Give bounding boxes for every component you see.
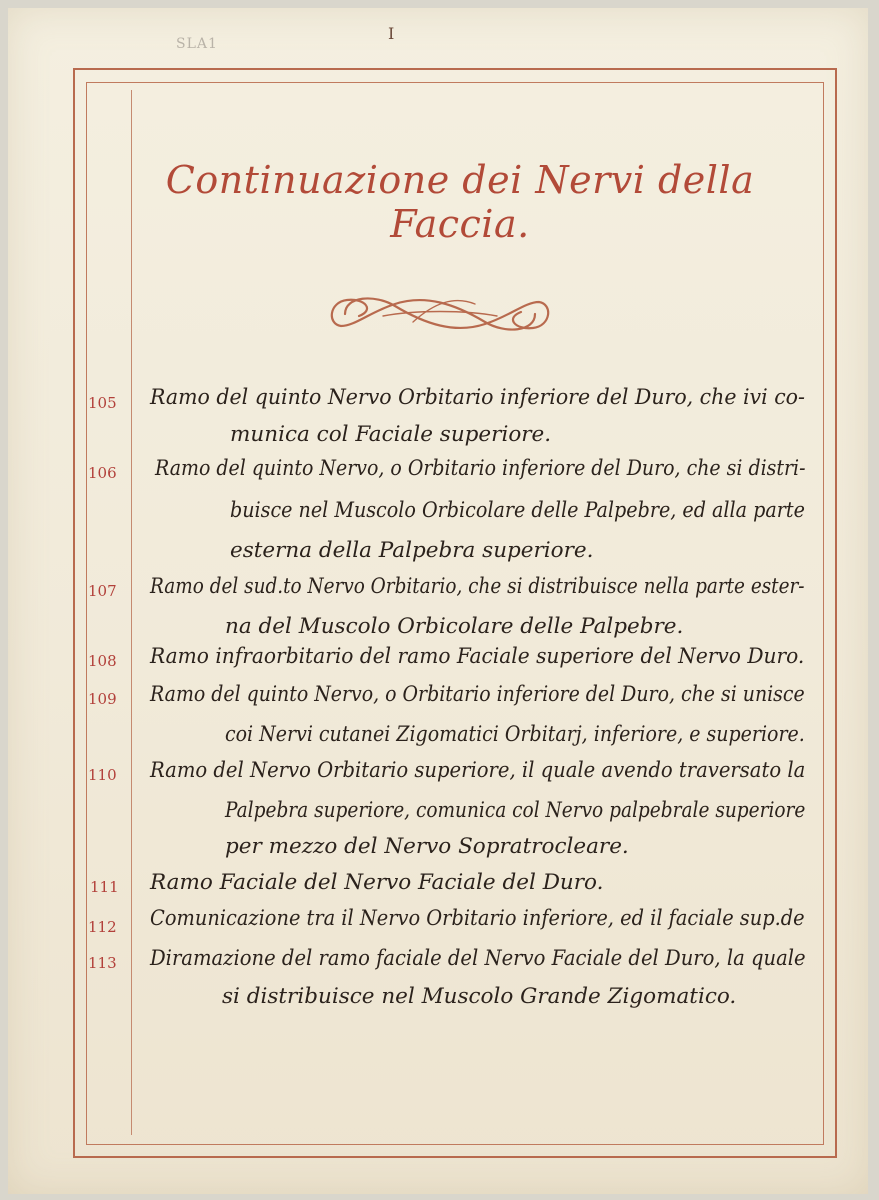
page-title: Continuazione dei Nervi della Faccia. — [165, 158, 755, 246]
entry-line: si distribuisce nel Muscolo Grande Zigomatico. — [222, 984, 737, 1009]
entry-number: 107 — [88, 582, 117, 600]
entry-line: munica col Faciale superiore. — [230, 422, 552, 447]
library-stamp: SLA1 — [176, 36, 218, 52]
entry-number: 110 — [88, 766, 117, 784]
margin-rule — [131, 90, 132, 1135]
entry-line: Comunicazione tra il Nervo Orbitario inferiore, ed il faciale sup.de — [150, 906, 805, 931]
entry-number: 113 — [88, 954, 117, 972]
entry-line: coi Nervi cutanei Zigomatici Orbitarj, inferiore, e superiore. — [225, 722, 805, 747]
flourish-icon — [325, 282, 555, 346]
entry-line: Ramo del sud.to Nervo Orbitario, che si distribuisce nella parte ester- — [150, 574, 805, 599]
entry-number: 105 — [88, 394, 117, 412]
entry-line: Palpebra superiore, comunica col Nervo palpebrale superiore — [225, 798, 806, 823]
entry-line: Ramo del quinto Nervo, o Orbitario inferiore del Duro, che si distri- — [155, 456, 806, 481]
entry-line: Ramo del quinto Nervo Orbitario inferiore del Duro, che ivi co- — [150, 385, 805, 410]
page-number: I — [388, 24, 395, 43]
entry-line: Diramazione del ramo faciale del Nervo Faciale del Duro, la quale — [150, 946, 806, 971]
entry-line: Ramo Faciale del Nervo Faciale del Duro. — [150, 870, 604, 895]
entry-line: buisce nel Muscolo Orbicolare delle Palpebre, ed alla parte — [230, 498, 805, 523]
entry-number: 109 — [88, 690, 117, 708]
entry-number: 108 — [88, 652, 117, 670]
entry-line: Ramo infraorbitario del ramo Faciale superiore del Nervo Duro. — [150, 644, 805, 669]
entry-line: Ramo del quinto Nervo, o Orbitario inferiore del Duro, che si unisce — [150, 682, 805, 707]
entry-number: 111 — [90, 878, 119, 896]
entry-line: na del Muscolo Orbicolare delle Palpebre. — [225, 614, 684, 639]
entry-line: Ramo del Nervo Orbitario superiore, il quale avendo traversato la — [150, 758, 806, 783]
entry-number: 112 — [88, 918, 117, 936]
entry-line: per mezzo del Nervo Sopratrocleare. — [225, 834, 629, 859]
entry-line: esterna della Palpebra superiore. — [230, 538, 594, 563]
entry-number: 106 — [88, 464, 117, 482]
